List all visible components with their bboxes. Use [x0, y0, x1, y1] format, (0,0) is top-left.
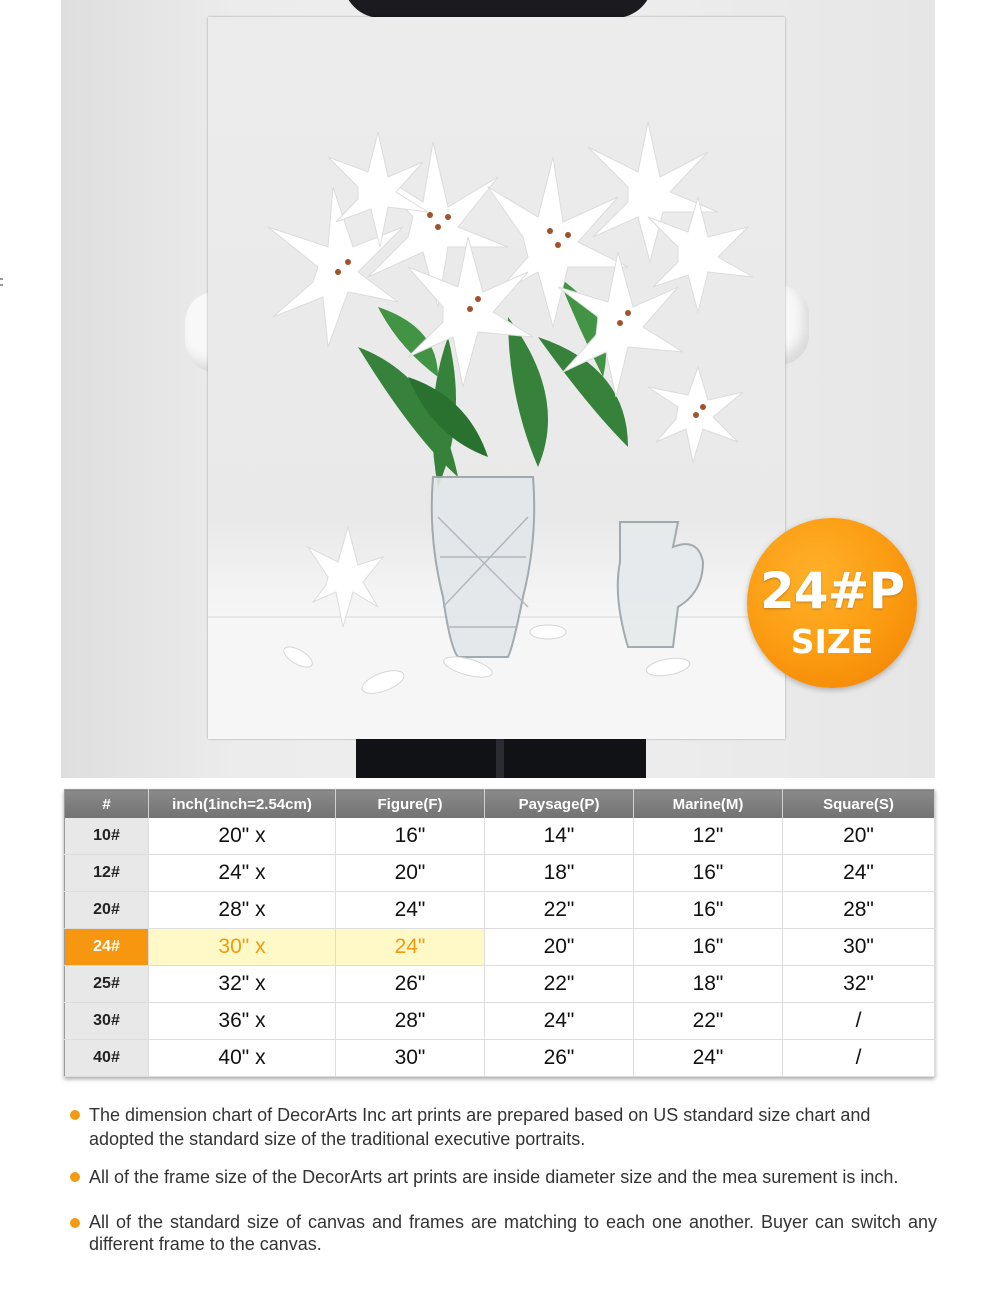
person-shirt	[343, 0, 653, 18]
table-cell: 32" x	[149, 966, 336, 1003]
art-print	[208, 17, 785, 739]
row-size-label: 30#	[65, 1003, 149, 1040]
table-cell-highlighted: 30" x	[149, 929, 336, 966]
table-cell: 24"	[634, 1040, 783, 1077]
size-chart-table	[64, 789, 935, 1077]
table-cell: 16"	[336, 818, 485, 855]
note-text: The dimension chart of DecorArts Inc art prints are prepared based on US standard size chart and adopted the standard size of the traditional executive portraits.	[89, 1105, 871, 1149]
table-cell: 20" x	[149, 818, 336, 855]
table-row	[65, 1040, 935, 1077]
side-mark	[0, 278, 3, 296]
column-header: Marine(M)	[634, 790, 783, 819]
row-size-label: 25#	[65, 966, 149, 1003]
row-size-label: 24#	[65, 929, 149, 966]
table-cell: 32"	[783, 966, 935, 1003]
table-cell: 24"	[485, 1003, 634, 1040]
note-text: All of the frame size of the DecorArts art prints are inside diameter size and the mea surement is inch.	[89, 1167, 899, 1187]
column-header: #	[65, 790, 149, 819]
table-cell: 12"	[634, 818, 783, 855]
table-row	[65, 1003, 935, 1040]
table-cell: 24"	[336, 892, 485, 929]
table-cell: 24" x	[149, 855, 336, 892]
table-cell: 28" x	[149, 892, 336, 929]
row-size-label: 10#	[65, 818, 149, 855]
table-cell: 18"	[634, 966, 783, 1003]
table-row	[65, 818, 935, 855]
size-badge	[747, 518, 917, 688]
table-cell: 28"	[336, 1003, 485, 1040]
column-header: Figure(F)	[336, 790, 485, 819]
table-cell: 36" x	[149, 1003, 336, 1040]
lily-vase-artwork	[208, 17, 785, 739]
row-size-label: 12#	[65, 855, 149, 892]
table-cell: 20"	[336, 855, 485, 892]
table-cell: /	[783, 1003, 935, 1040]
note-text: All of the standard size of canvas and frames are matching to each one another. Buyer can switch any different frame to the canvas.	[89, 1212, 937, 1254]
orange-dot-icon	[70, 1218, 80, 1228]
column-header: Paysage(P)	[485, 790, 634, 819]
table-cell: 14"	[485, 818, 634, 855]
table-row	[65, 966, 935, 1003]
badge-size-code: 24#P	[759, 562, 905, 620]
orange-dot-icon	[70, 1110, 80, 1120]
table-cell: 26"	[485, 1040, 634, 1077]
table-cell: 16"	[634, 929, 783, 966]
table-cell: 24"	[783, 855, 935, 892]
orange-dot-icon	[70, 1172, 80, 1182]
table-cell: 22"	[634, 1003, 783, 1040]
table-cell: 22"	[485, 892, 634, 929]
table-cell: /	[783, 1040, 935, 1077]
table-cell: 20"	[783, 818, 935, 855]
row-size-label: 40#	[65, 1040, 149, 1077]
badge-size-label: SIZE	[790, 622, 874, 661]
table-cell: 22"	[485, 966, 634, 1003]
person-pants	[356, 737, 646, 778]
table-row	[65, 855, 935, 892]
table-cell-highlighted: 24"	[336, 929, 485, 966]
table-cell: 16"	[634, 892, 783, 929]
table-cell: 26"	[336, 966, 485, 1003]
table-cell: 30"	[336, 1040, 485, 1077]
table-cell: 40" x	[149, 1040, 336, 1077]
table-cell: 20"	[485, 929, 634, 966]
row-size-label: 20#	[65, 892, 149, 929]
table-header-row	[65, 790, 935, 819]
table-cell: 28"	[783, 892, 935, 929]
table-row	[65, 892, 935, 929]
column-header: Square(S)	[783, 790, 935, 819]
table-cell: 16"	[634, 855, 783, 892]
table-cell: 30"	[783, 929, 935, 966]
table-cell: 18"	[485, 855, 634, 892]
table-row-highlighted	[65, 929, 935, 966]
column-header: inch(1inch=2.54cm)	[149, 790, 336, 819]
